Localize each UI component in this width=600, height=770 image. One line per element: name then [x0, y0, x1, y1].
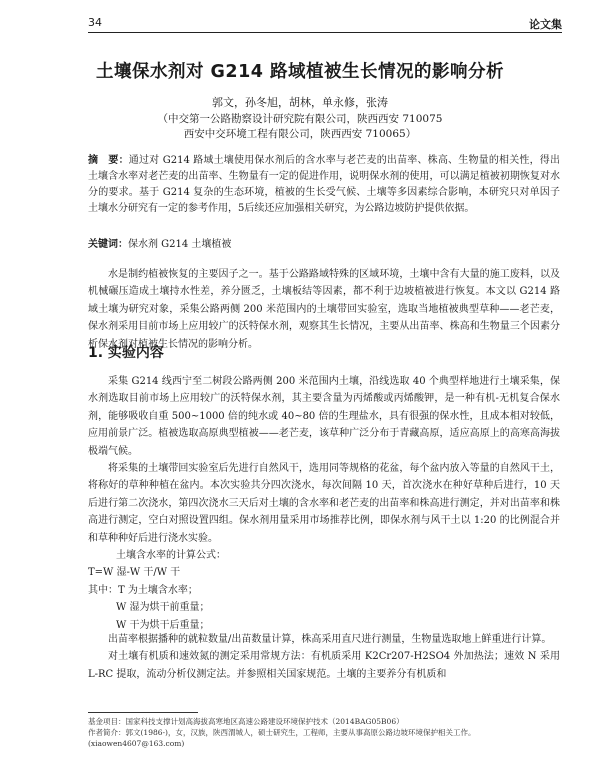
footnote-author: 作者简介：郭文(1986-)，女，汉族，陕西渭城人，硕士研究生，工程师，主要从事高原公路边坡环境保护相关工作。 [88, 728, 476, 737]
where-label: 其中： [88, 584, 118, 596]
abstract-label: 摘 要： [88, 155, 129, 166]
section-heading: 1. 实验内容 [88, 345, 164, 361]
keywords [88, 235, 560, 250]
author-list: 郭文，孙冬旭，胡林，单永修，张涛 [212, 96, 388, 109]
intro-paragraph: 水是制约植被恢复的主要因子之一。基于公路路域特殊的区域环境，土壤中含有大量的施工废料，以及机械碾压造成土壤持水性差，养分匮乏，土壤板结等因素，都不利于边坡植被进行恢复。本文以 G214 路域土壤为研究对象，采集公路两侧 200 米范围内的土壤带回实验室，选取当地植被典型草种——老芒麦，保水剂采用目前市场上应用较广的沃特保水剂，观察其生长情况，主要从出苗率、株高和生物量三个因素分析保水剂对植被生长情况的影响分析。 [88, 269, 560, 350]
equation-block [88, 547, 560, 634]
affiliation-1: （中交第一公路勘察设计研究院有限公司，陕西西安 710075 [157, 113, 443, 125]
keywords-text: 保水剂 G214 土壤植被 [128, 239, 232, 250]
introduction [88, 266, 560, 353]
section-body [88, 373, 560, 634]
body-paragraph-3: 出苗率根据播种的就粒数量/出苗数量计算，株高采用直尺进行测量，生物量选取地上鲜重进行计算。 [108, 634, 552, 645]
equation-intro: 土壤含水率的计算公式： [116, 550, 226, 562]
abstract-text: 通过对 G214 路域土壤使用保水剂后的含水率与老芒麦的出苗率、株高、生物量的相关性，得出土壤含水率对老芒麦的出苗率、生物量有一定的促进作用，说明保水剂的使用，可以满足植被初期恢复对水分的要求。基于 G214 复杂的生态环境，植被的生长受气候、土壤等多因素综合影响，本研究只对单因子土壤水分研究有一定的参考作用，5后续还应加强相关研究，为公路边坡防护提供依据。 [88, 155, 560, 214]
journal-name: 论文集 [529, 18, 562, 31]
affiliation-2: 西安中交环境工程有限公司，陕西西安 710065） [183, 128, 417, 140]
abstract [88, 153, 560, 217]
footnote-divider [88, 712, 198, 713]
running-header [88, 14, 562, 33]
equation-formula: T=W 湿-W 干/W 干 [88, 567, 181, 579]
footnote-email: (xiaowen4607@163.com) [88, 739, 185, 748]
body-paragraph-2: 将采集的土壤带回实验室后先进行自然风干，选用同等规格的花盆，每个盆内放入等量的自然风干土，将称好的草种种植在盆内。本次实验共分四次浇水，每次间隔 10 天，首次浇水在种好草种后进行，10 天后进行第二次浇水，第四次浇水三天后对土壤的含水率和老芒麦的出苗率和株高进行测定，并对出苗率和株高进行测定，空白对照设置四组。保水剂用量采用市场推荐比例，即保水剂与风干土以 1:20 的比例混合并和草种种好后进行浇水实验。 [88, 463, 560, 544]
body-paragraph-4: 对土壤有机质和速效氮的测定采用常规方法：有机质采用 K2Cr207-H2SO4 外加热法；速效 N 采用 L-RC 提取，流动分析仪测定法。并参照相关国家规范。土壤的主要养分有机质和 [88, 651, 560, 680]
section-body-continued [88, 631, 560, 683]
equation-def-3: W 干为烘干后重量； [116, 619, 210, 631]
footnote [88, 716, 560, 749]
equation-def-1: 其中：T 为土壤含水率； [88, 584, 198, 596]
body-paragraph-1: 采集 G214 线西宁至二树段公路两侧 200 米范围内土壤，沿线选取 40 个典型样地进行土壤采集，保水剂选取目前市场上应用较广的沃特保水剂，其主要含量为丙烯酸或丙烯酸钾，是一种有机-无机复合保水剂，能够吸收自重 500~1000 倍的纯水或 40~80 倍的生理盐水，具有很强的保水性，且成本相对较低，应用前景广泛。植被选取高原典型植被——老芒麦，该草种广泛分布于青藏高原，适应高原上的高寒高海拔极端气候。 [88, 376, 560, 457]
paper-title: 土壤保水剂对 G214 路域植被生长情况的影响分析 [95, 62, 505, 82]
footnote-funding: 基金项目：国家科技支撑计划高海拔高寒地区高速公路建设环境保护技术（2014BAG05B06） [88, 717, 404, 726]
equation-def-2: W 湿为烘干前重量； [116, 602, 210, 614]
page-number: 34 [88, 16, 102, 29]
keywords-label: 关键词： [88, 239, 128, 250]
